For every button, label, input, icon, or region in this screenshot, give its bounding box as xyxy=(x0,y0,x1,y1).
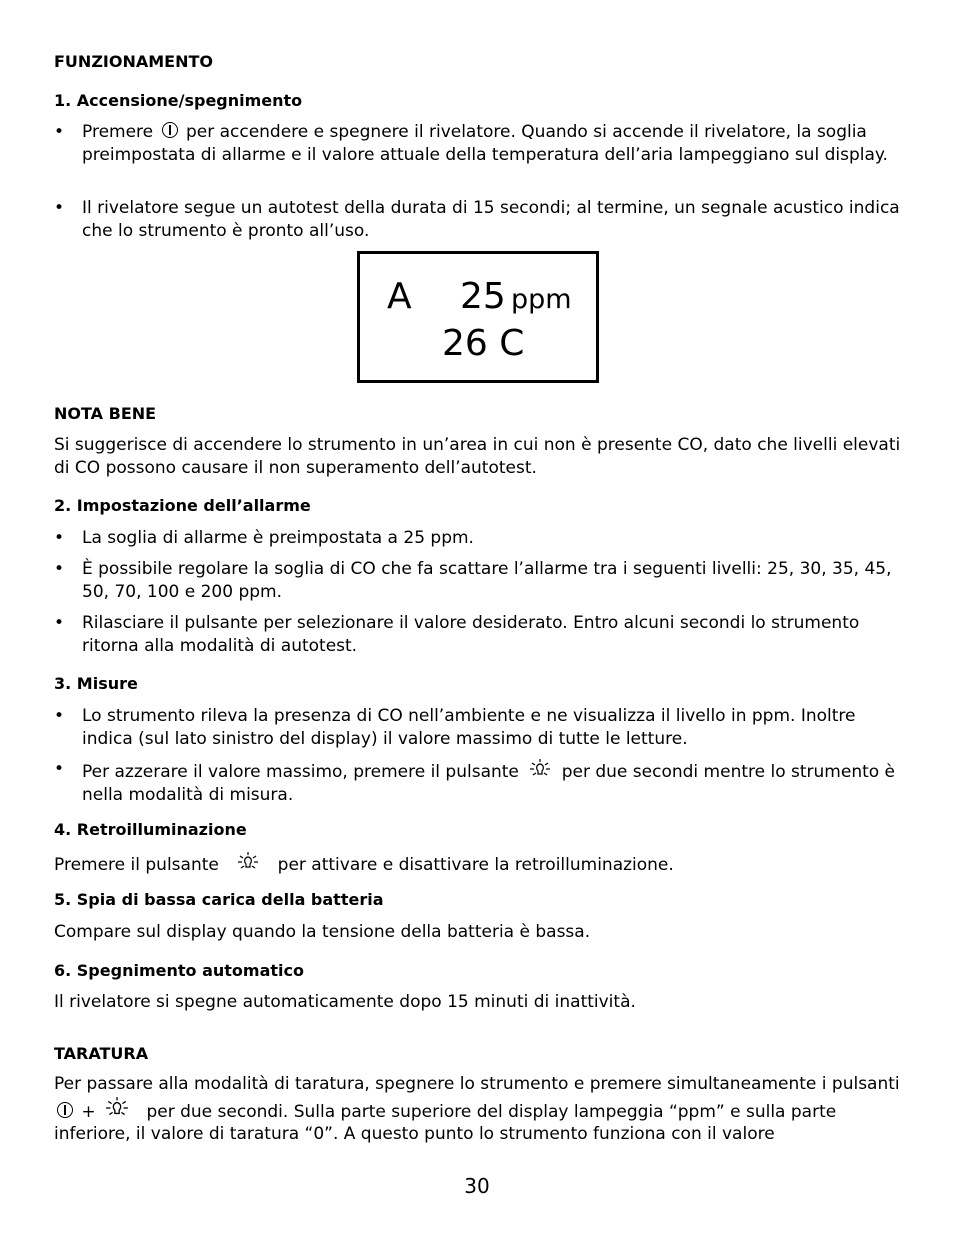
heading-taratura: TARATURA xyxy=(54,1044,149,1063)
list-item: • Il rivelatore segue un autotest della durata di 15 secondi; al termine, un segnale acustico indica che lo strumento è pronto all’uso. xyxy=(54,198,900,241)
list-item: • Lo strumento rileva la presenza di CO nell’ambiente e ne visualizza il livello in ppm. Inoltre indica (sul lato sinistro del display) il valore massimo di tutte le letture. xyxy=(54,706,856,749)
heading-impostazione-allarme: 2. Impostazione dell’allarme xyxy=(54,496,311,515)
paragraph-spegnimento-automatico: Il rivelatore si spegne automaticamente dopo 15 minuti di inattività. xyxy=(54,992,636,1012)
list-item: • Premere per accendere e spegnere il rivelatore. Quando si accende il rivelatore, la soglia preimpostata di allarme e il valore attuale della temperatura dell’aria lampeggiano sul display. xyxy=(54,122,888,165)
lcd-display-illustration xyxy=(357,251,599,383)
lcd-unit: ppm xyxy=(511,284,572,315)
paragraph-spia-batteria: Compare sul display quando la tensione della batteria è bassa. xyxy=(54,922,591,942)
paragraph-taratura: Per passare alla modalità di taratura, spegnere lo strumento e premere simultaneamente i pulsanti + per due secondi. Sulla parte superiore del display lampeggia “ppm” e sulla parte inferiore, il valore di taratura “0”. A questo punto lo strumento funziona con il valore xyxy=(54,1074,900,1144)
list-item: • È possibile regolare la soglia di CO che fa scattare l’allarme tra i seguenti livelli: 25, 30, 35, 45, 50, 70, 100 e 200 ppm. xyxy=(54,559,892,602)
backlight-sun-icon xyxy=(236,851,260,873)
lcd-value: 25 xyxy=(460,276,506,317)
backlight-sun-icon xyxy=(528,758,552,780)
heading-spegnimento-automatico: 6. Spegnimento automatico xyxy=(54,961,304,980)
power-button-icon xyxy=(57,1102,73,1118)
heading-funzionamento: FUNZIONAMENTO xyxy=(54,52,213,71)
list-item: • Rilasciare il pulsante per selezionare il valore desiderato. Entro alcuni secondi lo strumento ritorna alla modalità di autotest. xyxy=(54,613,860,656)
lcd-mode: A xyxy=(387,276,412,317)
lcd-temperature: 26 C xyxy=(442,323,525,364)
heading-accensione: 1. Accensione/spegnimento xyxy=(54,91,303,110)
backlight-sun-icon xyxy=(103,1096,131,1120)
list-item: • Per azzerare il valore massimo, premere il pulsante per due secondi mentre lo strumento è nella modalità di misura. xyxy=(54,759,896,805)
power-button-icon xyxy=(162,122,178,138)
heading-misure: 3. Misure xyxy=(54,674,138,693)
paragraph-nota: Si suggerisce di accendere lo strumento in un’area in cui non è presente CO, dato che livelli elevati di CO possono causare il non superamento dell’autotest. xyxy=(54,435,901,478)
heading-retroilluminazione: 4. Retroilluminazione xyxy=(54,820,247,839)
heading-nota-bene: NOTA BENE xyxy=(54,404,157,423)
list-item: • La soglia di allarme è preimpostata a 25 ppm. xyxy=(54,528,474,548)
heading-spia-batteria: 5. Spia di bassa carica della batteria xyxy=(54,890,384,909)
page-number: 30 xyxy=(464,1174,490,1198)
paragraph-retroilluminazione: Premere il pulsante per attivare e disattivare la retroilluminazione. xyxy=(54,851,904,877)
